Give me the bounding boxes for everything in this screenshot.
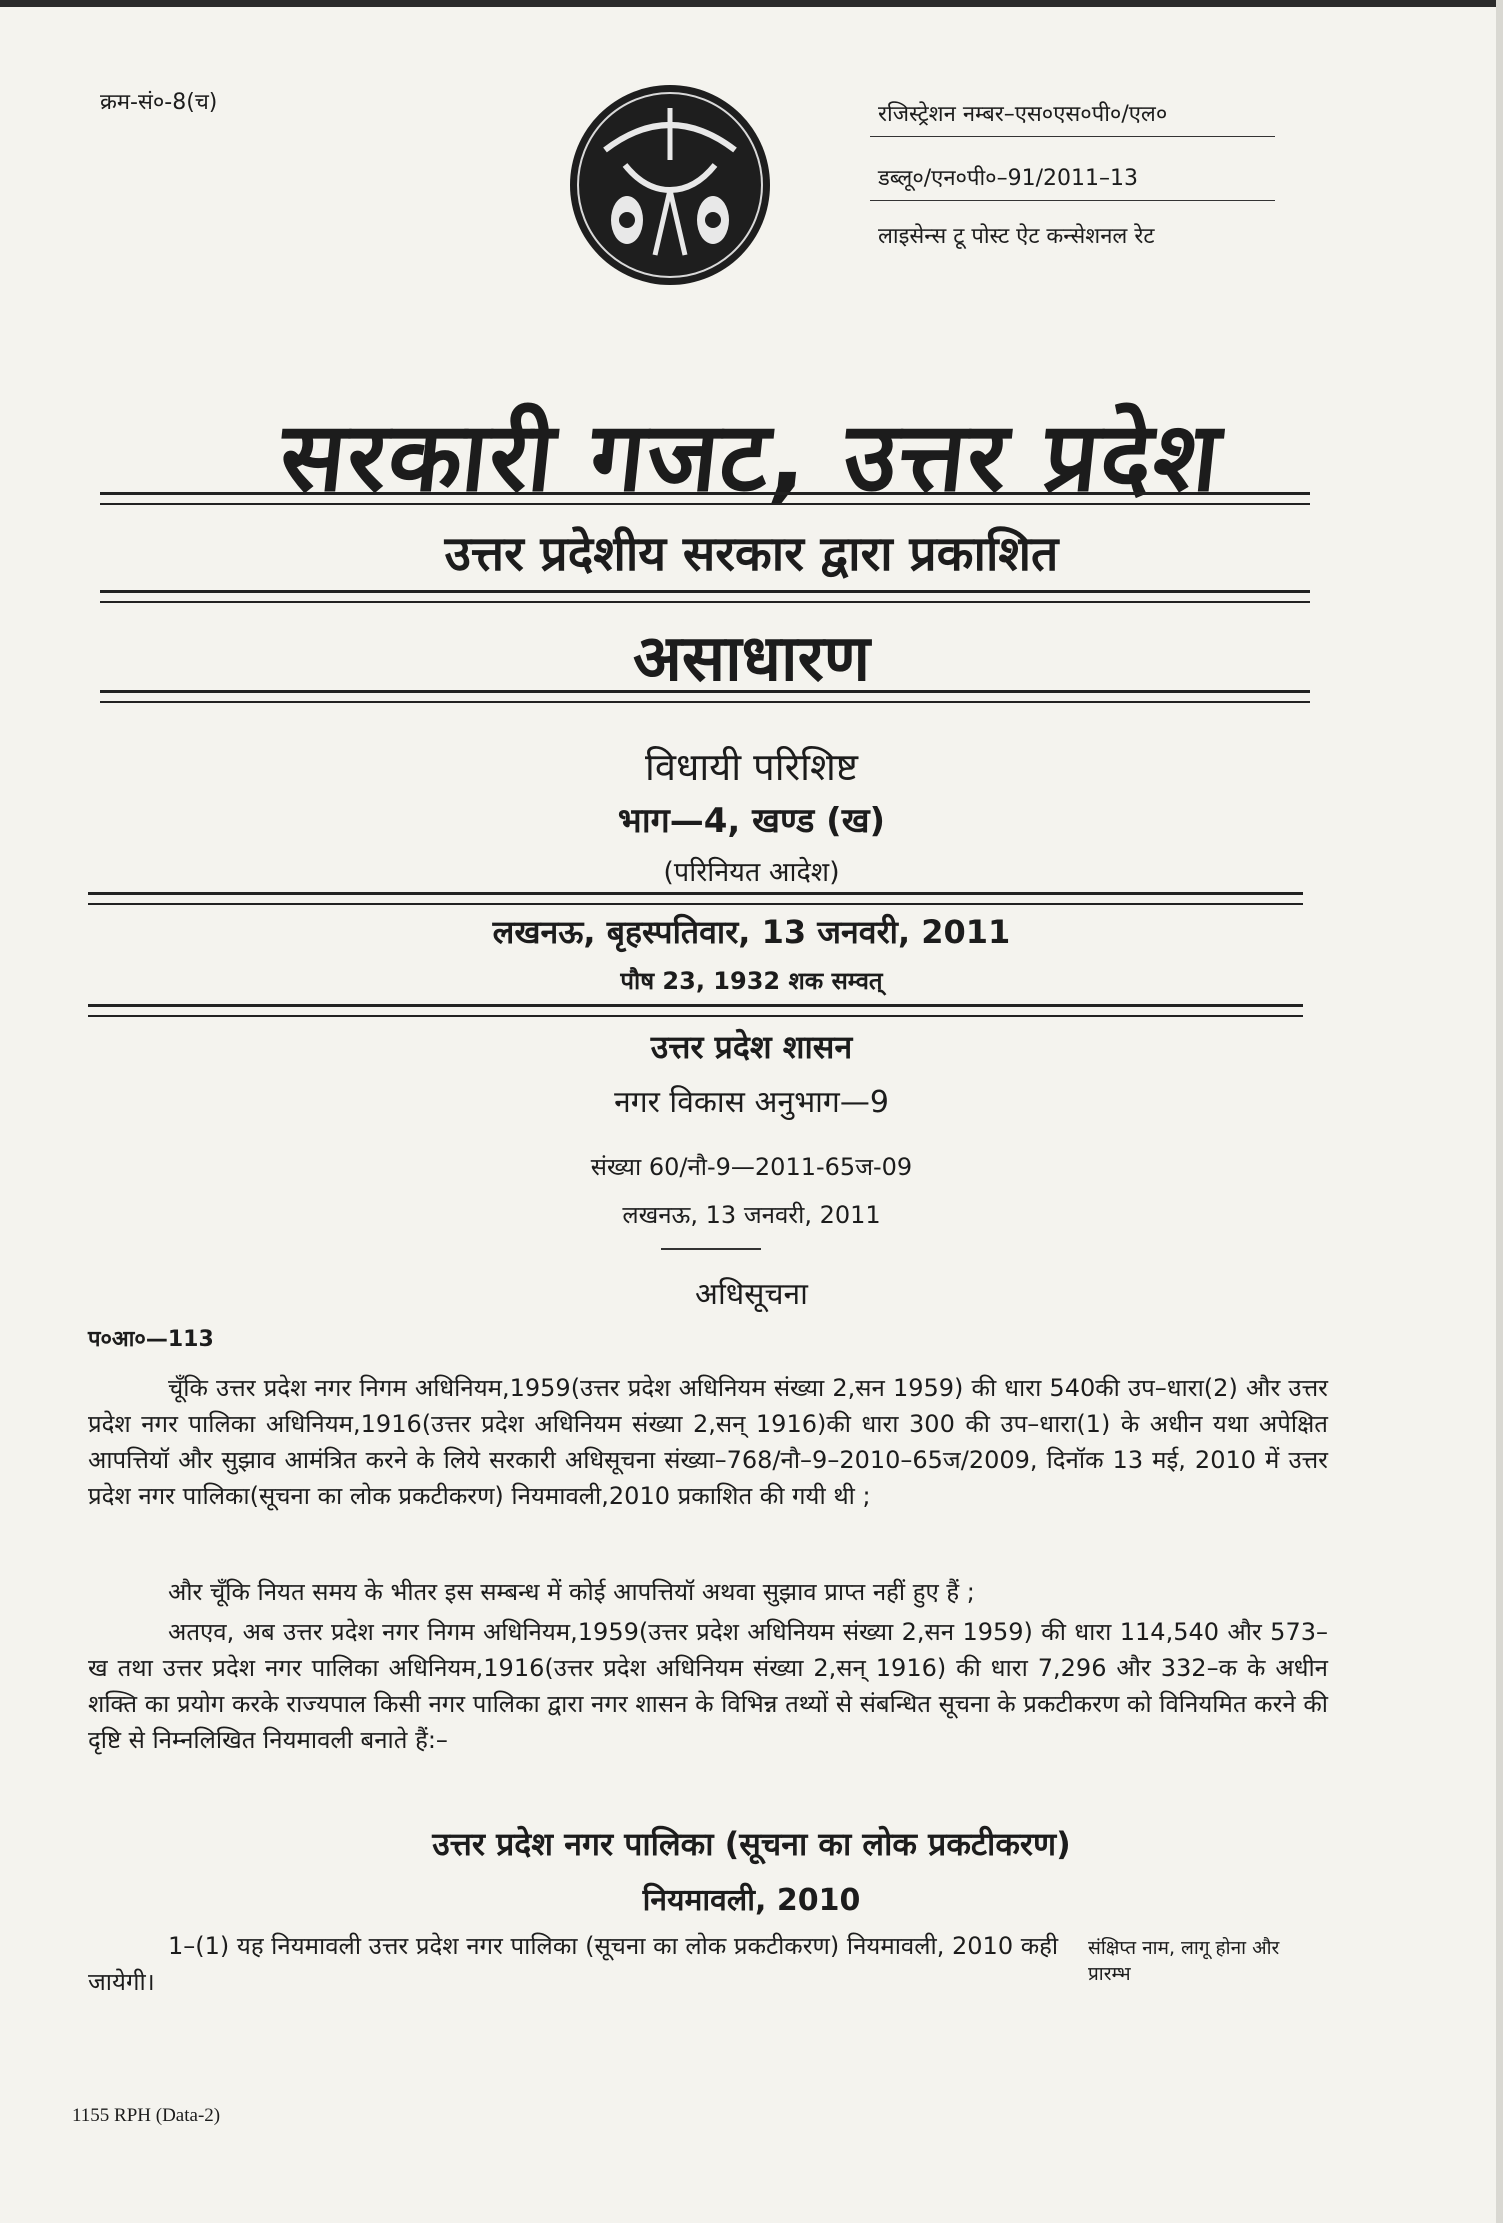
supplement-type: (परिनियत आदेश) [663, 857, 840, 888]
government-name: उत्तर प्रदेश शासन [650, 1028, 853, 1066]
print-code: 1155 RPH (Data-2) [72, 2105, 221, 2126]
gazette-title: सरकारी गजट, उत्तर प्रदेश [275, 401, 1228, 513]
publication-date: लखनऊ, बृहस्पतिवार, 13 जनवरी, 2011 [492, 913, 1011, 951]
serial-number: क्रम-सं०-8(च) [100, 90, 218, 115]
double-rule [100, 492, 1310, 505]
supplement-part: भाग—4, खण्ड (ख) [617, 801, 886, 841]
double-rule [100, 590, 1310, 603]
paragraph-2: और चूँकि नियत समय के भीतर इस सम्बन्ध में कोई आपत्तियॉ अथवा सुझाव प्राप्त नहीं हुए हैं ; [168, 1578, 975, 1606]
rules-year: नियमावली, 2010 [642, 1883, 861, 1918]
margin-note: संक्षिप्त नाम, लागू होना और प्रारम्भ [1088, 1937, 1280, 1985]
reference-number: प०आ०—113 [88, 1327, 214, 1352]
registration-number: रजिस्ट्रेशन नम्बर–एस०एस०पी०/एल० [878, 102, 1168, 127]
notification-heading: अधिसूचना [695, 1277, 808, 1312]
postal-license: लाइसेन्स टू पोस्ट ऐट कन्सेशनल रेट [878, 224, 1155, 249]
double-rule [88, 1004, 1303, 1017]
order-date: लखनऊ, 13 जनवरी, 2011 [622, 1201, 881, 1229]
double-rule [100, 690, 1310, 703]
divider [661, 1248, 761, 1250]
paragraph-3: अतएव, अब उत्तर प्रदेश नगर निगम अधिनियम,1959(उत्तर प्रदेश अधिनियम संख्या 2,सन 1959) की धारा 114,540 और 573–ख तथा उत्तर प्रदेश नगर पालिका अधिनियम,1916(उत्तर प्रदेश अधिनियम संख्या 2,सन् 1916) की धारा 7,296 और 332–क के अधीन शक्ति का प्रयोग करके राज्यपाल किसी नगर पालिका द्वारा नगर शासन के विभिन्न तथ्यों से संबन्धित सूचना के प्रकटीकरण को विनियमित करने की दृष्टि से निम्नलिखित नियमावली बनाते हैं:– [88, 1618, 1328, 1754]
divider [870, 200, 1275, 201]
gazette-subtitle: उत्तर प्रदेशीय सरकार द्वारा प्रकाशित [444, 526, 1059, 582]
department-section: नगर विकास अनुभाग—9 [614, 1085, 889, 1120]
state-emblem-icon [565, 80, 775, 290]
double-rule [88, 892, 1303, 905]
rule-1-text: 1–(1) यह नियमावली उत्तर प्रदेश नगर पालिका (सूचना का लोक प्रकटीकरण) नियमावली, 2010 कही जायेगी। [88, 1932, 1059, 1996]
supplement-name: विधायी परिशिष्ट [645, 745, 858, 789]
registration-code: डब्लू०/एन०पी०–91/2011–13 [878, 166, 1139, 191]
extraordinary-label: असाधारण [632, 622, 871, 696]
rules-title: उत्तर प्रदेश नगर पालिका (सूचना का लोक प्रकटीकरण) [432, 1825, 1071, 1863]
saka-date: पौष 23, 1932 शक सम्वत् [620, 967, 883, 995]
paragraph-1: चूँकि उत्तर प्रदेश नगर निगम अधिनियम,1959(उत्तर प्रदेश अधिनियम संख्या 2,सन 1959) की धारा 540की उप–धारा(2) और उत्तर प्रदेश नगर पालिका अधिनियम,1916(उत्तर प्रदेश अधिनियम संख्या 2,सन् 1916)की धारा 300 की उप–धारा(1) के अधीन यथा अपेक्षित आपत्तियॉ और सुझाव आमंत्रित करने के लिये सरकारी अधिसूचना संख्या–768/नौ–9–2010–65ज/2009, दिनॉक 13 मई, 2010 में उत्तर प्रदेश नगर पालिका(सूचना का लोक प्रकटीकरण) नियमावली,2010 प्रकाशित की गयी थी ; [88, 1374, 1328, 1510]
divider [870, 136, 1275, 137]
scan-top-edge [0, 0, 1503, 7]
order-number: संख्या 60/नौ-9—2011-65ज-09 [590, 1153, 913, 1181]
